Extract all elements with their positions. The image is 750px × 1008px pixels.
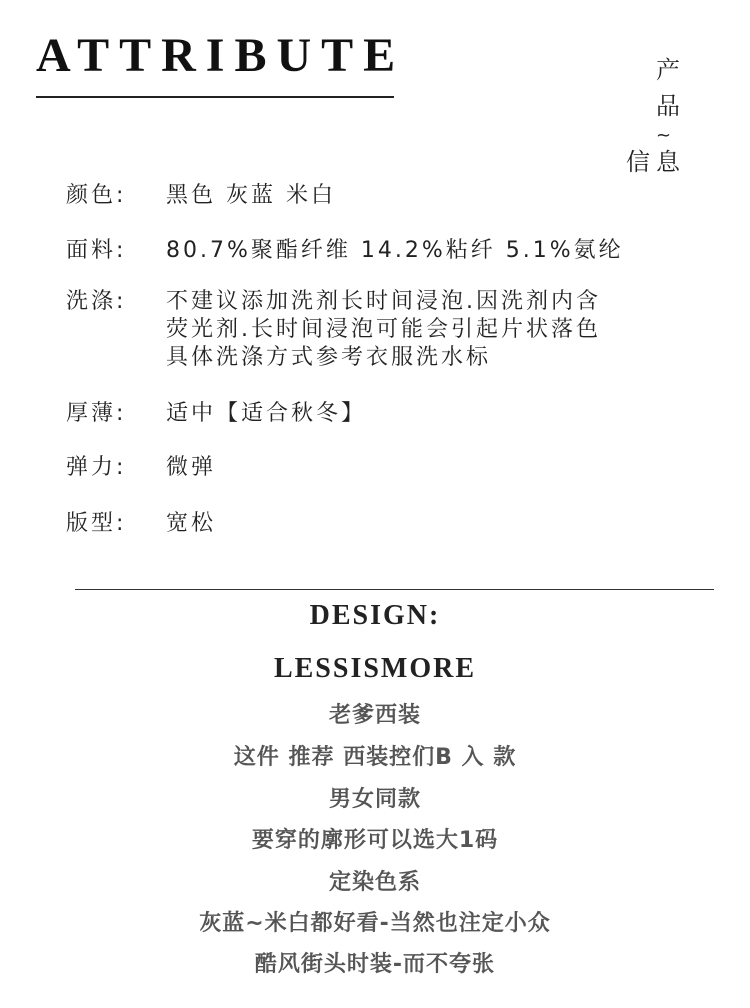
design-line: 酷风街头时装-而不夸张: [254, 952, 496, 977]
side-label-char: 信: [626, 148, 650, 176]
attribute-value: 80.7%聚酯纤维 14.2%粘纤 5.1%氨纶: [166, 238, 624, 263]
attribute-value-line: 不建议添加洗剂长时间浸泡.因洗剂内含: [166, 289, 601, 314]
attribute-row-fabric: [66, 237, 624, 265]
design-heading: DESIGN:: [309, 600, 441, 631]
side-label-char: 品: [656, 92, 680, 120]
attribute-row-washing: [66, 288, 601, 372]
attribute-value-line: 荧光剂.长时间浸泡可能会引起片状落色: [166, 317, 601, 342]
side-label-char: 息: [656, 148, 680, 176]
attribute-label: 颜色:: [66, 183, 127, 208]
design-line: 要穿的廓形可以选大1码: [251, 828, 499, 853]
attribute-label: 弹力:: [66, 455, 127, 480]
attribute-value: 微弹: [166, 455, 217, 480]
attribute-value: [166, 288, 601, 372]
side-label-char: ~: [656, 125, 672, 146]
attribute-label: 厚薄:: [66, 401, 127, 426]
attribute-value: 黑色 灰蓝 米白: [166, 183, 336, 208]
attribute-value: 宽松: [166, 511, 217, 536]
design-line: 灰蓝~米白都好看-当然也注定小众: [199, 911, 551, 936]
attribute-row-color: [66, 182, 336, 210]
attribute-row-thickness: [66, 400, 366, 428]
design-line: 男女同款: [328, 787, 421, 812]
side-label-char: 产: [656, 56, 680, 84]
design-subheading: LESSISMORE: [273, 653, 477, 684]
attribute-label: 洗涤:: [66, 289, 127, 314]
design-line: 老爹西装: [328, 703, 421, 728]
section-divider: [75, 589, 714, 590]
design-line: 定染色系: [328, 870, 421, 895]
title-underline: [36, 96, 394, 98]
design-line: 这件 推荐 西装控们B 入 款: [233, 745, 517, 770]
attribute-value: 适中【适合秋冬】: [166, 401, 367, 426]
page-title: ATTRIBUTE: [36, 29, 406, 82]
attribute-label: 面料:: [66, 238, 127, 263]
attribute-label: 版型:: [66, 511, 127, 536]
attribute-row-fit: [66, 510, 216, 538]
attribute-value-line: 具体洗涤方式参考衣服洗水标: [166, 345, 492, 370]
attribute-row-elasticity: [66, 454, 216, 482]
